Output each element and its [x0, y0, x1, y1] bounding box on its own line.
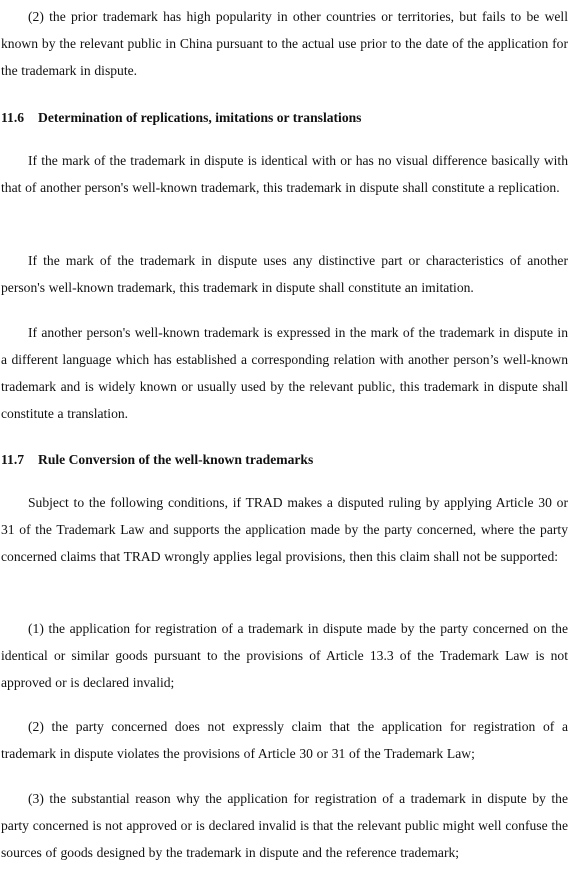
section-heading-11-6 — [1, 108, 568, 128]
paragraph-imitation: If the mark of the trademark in dispute uses any distinctive part or characteristics of another person's well-known trademark, this trademark in dispute shall constitute an imitation. — [1, 253, 568, 295]
paragraph-translation: If another person's well-known trademark is expressed in the mark of the trademark in dispute in a different language which has established a corresponding relation with another person’s well-known trademark and is widely known or usually used by the relevant public, this trademark in dispute shall constitute a translation. — [1, 325, 568, 421]
paragraph-replication: If the mark of the trademark in dispute is identical with or has no visual difference basically with that of another person's well-known trademark, this trademark in dispute shall constitute a replication. — [1, 153, 568, 195]
paragraph-prior-trademark-popularity: (2) the prior trademark has high popularity in other countries or territories, but fails to be well known by the relevant public in China pursuant to the actual use prior to the date of the application for the trademark in dispute. — [1, 9, 568, 78]
section-number: 11.7 — [1, 452, 25, 467]
section-number: 11.6 — [1, 110, 25, 125]
section-title: Rule Conversion of the well-known trademarks — [38, 452, 314, 467]
paragraph-condition-1: (1) the application for registration of a trademark in dispute made by the party concerned on the identical or similar goods pursuant to the provisions of Article 13.3 of the Trademark Law is not approved or is declared invalid; — [1, 621, 568, 690]
section-title: Determination of replications, imitations or translations — [38, 110, 362, 125]
paragraph-condition-3: (3) the substantial reason why the application for registration of a trademark in dispute by the party concerned is not approved or is declared invalid is that the relevant public might well confuse the sources of goods designed by the trademark in dispute and the reference trademark; — [1, 791, 568, 860]
section-heading-11-7 — [1, 450, 568, 470]
paragraph-condition-2: (2) the party concerned does not expressly claim that the application for registration of a trademark in dispute violates the provisions of Article 30 or 31 of the Trademark Law; — [1, 719, 568, 761]
paragraph-conditions-intro: Subject to the following conditions, if TRAD makes a disputed ruling by applying Article 30 or 31 of the Trademark Law and supports the application made by the party concerned, where the party concerned claims that TRAD wrongly applies legal provisions, then this claim shall not be supported: — [1, 495, 568, 564]
